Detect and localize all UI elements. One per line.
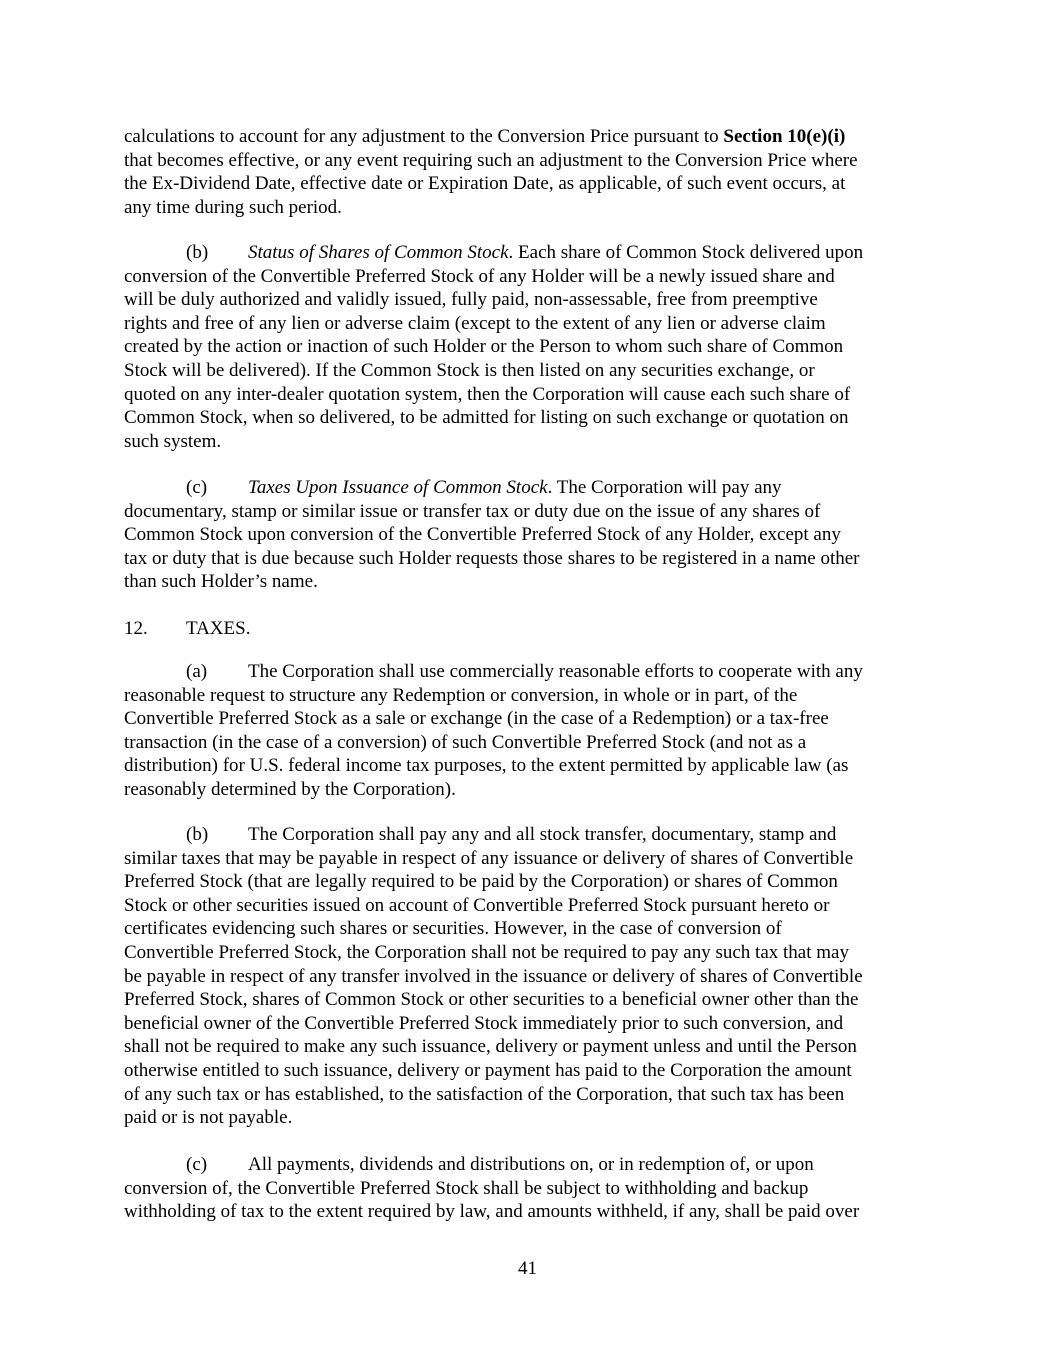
text-line: conversion of, the Convertible Preferred Stock shall be subject to withholding and backup xyxy=(124,1177,809,1199)
text-line: (c) Taxes Upon Issuance of Common Stock. The Corporation will pay any xyxy=(186,477,782,498)
subsection-label: (b) xyxy=(186,242,209,263)
text-line: any time during such period. xyxy=(124,196,342,218)
text-line: tax or duty that is due because such Holder requests those shares to be registered in a name other xyxy=(124,547,860,569)
text-line: be payable in respect of any transfer involved in the issuance or delivery of shares of Convertible xyxy=(124,965,863,987)
text-line: than such Holder’s name. xyxy=(124,571,318,593)
paragraph-continuation xyxy=(124,125,932,219)
subsection-label: (a) xyxy=(186,661,208,682)
text-line: of any such tax or has established, to the satisfaction of the Corporation, that such tax has been xyxy=(124,1083,845,1105)
section-reference: Section 10(e)(i) xyxy=(723,126,846,147)
text-line: that becomes effective, or any event requiring such an adjustment to the Conversion Price where xyxy=(124,149,858,171)
text-line: Stock or other securities issued on account of Convertible Preferred Stock pursuant hereto or xyxy=(124,894,830,916)
text-line: transaction (in the case of a conversion) of such Convertible Preferred Stock (and not as a xyxy=(124,731,807,753)
text-line: conversion of the Convertible Preferred Stock of any Holder will be a newly issued share and xyxy=(124,265,835,287)
subsection-label: (c) xyxy=(186,1154,208,1175)
subsection-title: Status of Shares of Common Stock xyxy=(248,242,509,263)
paragraph-11c xyxy=(124,476,932,594)
text-line: Convertible Preferred Stock as a sale or exchange (in the case of a Redemption) or a tax-free xyxy=(124,708,829,730)
text-line: otherwise entitled to such issuance, delivery or payment has paid to the Corporation the amount xyxy=(124,1059,852,1081)
text-line: reasonably determined by the Corporation). xyxy=(124,778,456,800)
page-number: 41 xyxy=(518,1258,537,1279)
text-line: (c) All payments, dividends and distributions on, or in redemption of, or upon xyxy=(186,1154,814,1175)
paragraph-12b xyxy=(124,823,932,1130)
paragraph-12c xyxy=(124,1153,932,1224)
text-line: (a) The Corporation shall use commercially reasonable efforts to cooperate with any xyxy=(186,661,863,682)
text-line: distribution) for U.S. federal income tax purposes, to the extent permitted by applicable law (as xyxy=(124,755,849,777)
text-line: paid or is not payable. xyxy=(124,1107,293,1129)
text-line: withholding of tax to the extent required by law, and amounts withheld, if any, shall be paid over xyxy=(124,1201,860,1223)
section-number: 12. xyxy=(124,618,148,639)
text-line: Common Stock, when so delivered, to be admitted for listing on such exchange or quotation on xyxy=(124,407,849,429)
paragraph-11b xyxy=(124,241,932,453)
text-line: (b) Status of Shares of Common Stock. Each share of Common Stock delivered upon xyxy=(186,242,864,263)
text-line: Preferred Stock, shares of Common Stock or other securities to a beneficial owner other than the xyxy=(124,989,859,1011)
text-line: Common Stock upon conversion of the Convertible Preferred Stock of any Holder, except any xyxy=(124,524,841,546)
text-line: certificates evidencing such shares or securities. However, in the case of conversion of xyxy=(124,918,782,940)
text-line: the Ex-Dividend Date, effective date or Expiration Date, as applicable, of such event occurs, at xyxy=(124,173,846,195)
text-line: calculations to account for any adjustment to the Conversion Price pursuant to Section 10(e)(i) xyxy=(124,126,846,147)
text-line: quoted on any inter-dealer quotation system, then the Corporation will cause each such share of xyxy=(124,383,851,405)
text-line: documentary, stamp or similar issue or transfer tax or duty due on the issue of any shares of xyxy=(124,500,821,522)
text-line: created by the action or inaction of such Holder or the Person to whom such share of Common xyxy=(124,336,844,358)
paragraph-12a xyxy=(124,660,932,802)
text-line: Convertible Preferred Stock, the Corporation shall not be required to pay any such tax that may xyxy=(124,941,849,963)
text-line: such system. xyxy=(124,430,222,452)
section-title: TAXES. xyxy=(186,618,251,639)
text-line: reasonable request to structure any Redemption or conversion, in whole or in part, of the xyxy=(124,684,798,706)
text-line: beneficial owner of the Convertible Preferred Stock immediately prior to such conversion, and xyxy=(124,1012,844,1034)
section-heading xyxy=(124,617,932,641)
text-line: rights and free of any lien or adverse claim (except to the extent of any lien or adverse claim xyxy=(124,312,826,334)
subsection-label: (c) xyxy=(186,477,208,498)
text-line: shall not be required to make any such issuance, delivery or payment unless and until the Person xyxy=(124,1036,857,1058)
text-line: similar taxes that may be payable in respect of any issuance or delivery of shares of Convertible xyxy=(124,847,854,869)
subsection-label: (b) xyxy=(186,824,209,845)
subsection-title: Taxes Upon Issuance of Common Stock xyxy=(248,477,548,498)
text-line: Stock will be delivered). If the Common Stock is then listed on any securities exchange, or xyxy=(124,359,815,381)
text-line: Preferred Stock (that are legally required to be paid by the Corporation) or shares of Common xyxy=(124,871,838,893)
text-line: will be duly authorized and validly issued, fully paid, non-assessable, free from preemptive xyxy=(124,289,818,311)
text-line: (b) The Corporation shall pay any and all stock transfer, documentary, stamp and xyxy=(186,824,837,845)
